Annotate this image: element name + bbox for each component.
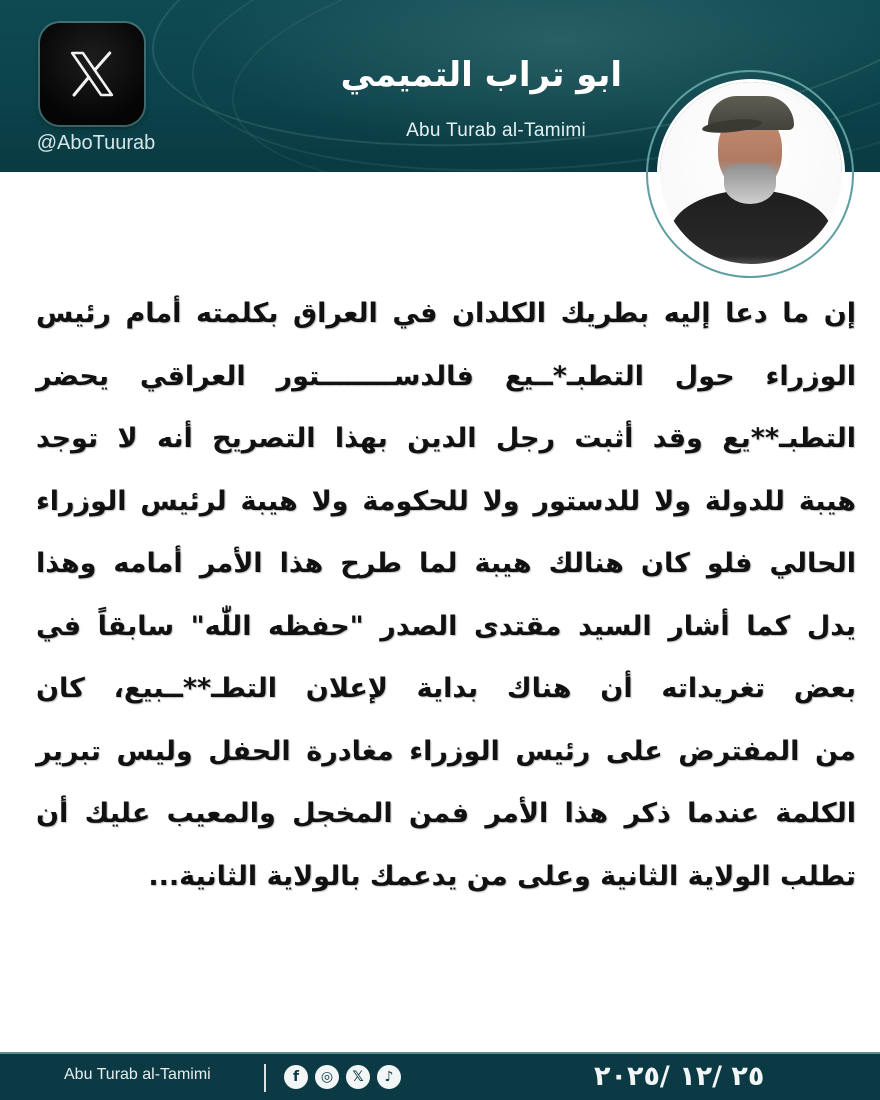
post-line: تطلب الولاية الثانية وعلى من يدعمك بالولاية الثانية... <box>148 860 856 892</box>
x-logo-glyph <box>64 46 120 102</box>
post-body <box>36 283 856 908</box>
post-line: من المفترض على رئيس الوزراء مغادرة الحفل وليس تبرير <box>36 735 856 767</box>
post-line: الكلمة عندما ذكر هذا الأمر فمن المخجل والمعيب عليك أن <box>36 798 856 829</box>
x-icon[interactable]: 𝕏 <box>346 1065 370 1089</box>
post-line: بعض تغريداته أن هناك بداية لإعلان التطـ**ــبيع، كان <box>36 673 856 704</box>
instagram-icon[interactable]: ◎ <box>315 1065 339 1089</box>
post-line: الحالي فلو كان هنالك هيبة لما طرح هذا الأمر أمامه وهذا <box>36 548 856 579</box>
footer-bar <box>0 1052 880 1100</box>
account-handle[interactable]: @AboTuurab <box>36 132 156 154</box>
footer-signature: Abu Turab al-Tamimi <box>64 1066 211 1083</box>
x-logo-icon[interactable] <box>40 23 144 125</box>
post-date: ٢٥ /١٢ /٢٠٢٥ <box>594 1061 765 1092</box>
post-line: الوزراء حول التطبـ*ــيع فالدســــــــتور العراقي يحضر <box>36 360 856 392</box>
avatar-beard <box>724 164 776 204</box>
tiktok-icon[interactable]: ♪ <box>377 1065 401 1089</box>
author-name-english: Abu Turab al-Tamimi <box>406 120 586 141</box>
post-line: هيبة للدولة ولا للدستور ولا للحكومة ولا هيبة لرئيس الوزراء <box>36 485 856 517</box>
avatar <box>660 82 842 264</box>
footer-divider <box>264 1064 266 1092</box>
post-line: إن ما دعا إليه بطريك الكلدان في العراق بكلمته أمام رئيس <box>36 298 856 329</box>
author-name-arabic: ابو تراب التميمي <box>340 55 622 95</box>
social-links <box>284 1065 401 1089</box>
post-line: يدل كما أشار السيد مقتدى الصدر "حفظه اللّٰه" سابقاً في <box>36 610 856 642</box>
facebook-icon[interactable]: f <box>284 1065 308 1089</box>
post-line: التطبـ**يع وقد أثبت رجل الدين بهذا التصريح أنه لا توجد <box>36 423 856 454</box>
